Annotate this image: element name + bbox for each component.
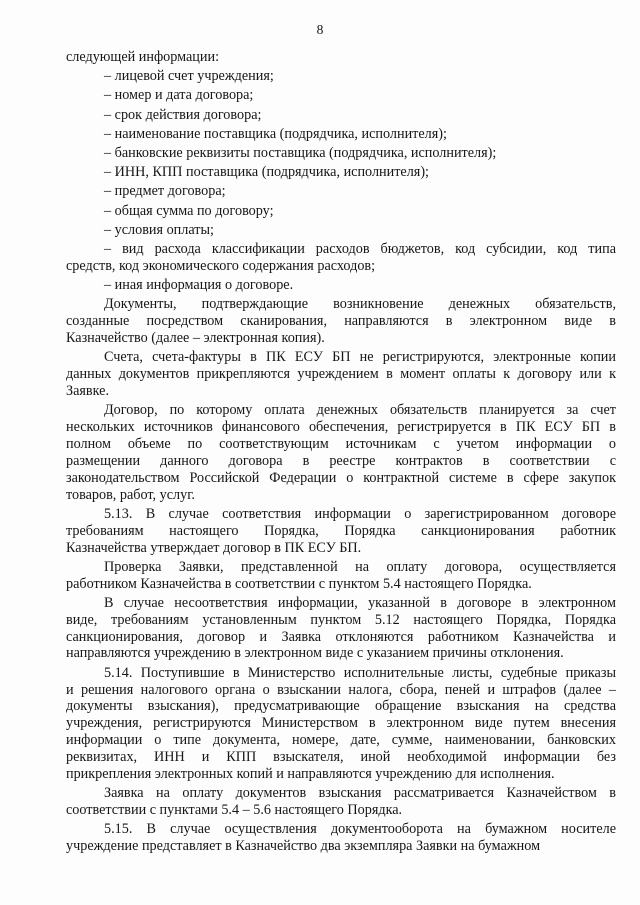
text-line: Договор, по которому оплата денежных обязательств планируется за счет [104,402,616,419]
list-item [66,183,616,200]
list-item [66,126,616,143]
list-item [66,277,616,294]
text-line: – ИНН, КПП поставщика (подрядчика, исполнителя); [104,164,429,181]
text-line: 5.13. В случае соответствия информации о зарегистрированном договоре [104,505,616,522]
text-line: 5.14. Поступившие в Министерство исполнительные листы, судебные приказы [104,664,616,681]
text-line: работником Казначейства в соответствии с пунктом 5.4 настоящего Порядка. [66,575,532,592]
text-line: – банковские реквизиты поставщика (подрядчика, исполнителя); [104,144,497,161]
text-line: нескольких источников финансового обеспечения, регистрируется в ПК ЕСУ БП в [66,418,616,435]
paragraph [66,785,616,819]
text-line: – предмет договора; [104,183,226,200]
list-item [66,222,616,239]
paragraph [66,49,616,66]
document-body [66,49,616,857]
text-line: – условия оплаты; [104,221,214,238]
text-line: следующей информации: [66,49,220,65]
text-line: учреждение представляет в Казначейство два экземпляра Заявки на бумажном [66,838,541,855]
text-line: соответствии с пунктами 5.4 – 5.6 настоящего Порядка. [66,802,403,819]
text-line: 5.15. В случае осуществления документооборота на бумажном носителе [104,821,616,838]
page-number: 8 [316,22,324,37]
text-line: учреждения, регистрируются Министерством в электронном виде путем внесения [66,715,616,732]
text-line: и решения налогового органа о взыскании налога, сбора, пеней и штрафов (далее – [66,681,616,698]
text-line: – номер и дата договора; [104,87,254,104]
text-line: направляются учреждению в электронном виде с указанием причины отклонения. [66,645,564,662]
list-item [66,145,616,162]
text-line: реквизитах, ИНН и КПП взыскателя, иной необходимой информации без [66,749,616,766]
paragraph [66,241,616,275]
text-line: санкционирования, договор и Заявка отклоняются работником Казначейства и [66,628,616,645]
paragraph [66,296,616,347]
text-line: Проверка Заявки, представленной на оплату договора, осуществляется [104,558,616,575]
text-line: созданные посредством сканирования, направляются в электронном виде в [66,313,616,330]
text-line: Заявка на оплату документов взыскания рассматривается Казначейством в [104,785,616,802]
text-line: – иная информация о договоре. [104,276,294,293]
list-item [66,68,616,85]
text-line: товаров, работ, услуг. [66,486,195,503]
text-line: данных документов прикрепляются учреждением в момент оплаты к договору или к [66,366,616,382]
paragraph [66,595,616,663]
text-line: – лицевой счет учреждения; [104,68,274,85]
list-item [66,107,616,124]
text-line: – наименование поставщика (подрядчика, исполнителя); [104,125,447,142]
list-item [66,87,616,104]
text-line: Казначейство (далее – электронная копия). [66,329,325,346]
text-line: – срок действия договора; [104,106,262,123]
text-line: информации о типе документа, номере, дате, сумме, наименовании, банковских [66,732,616,749]
text-line: размещении данного договора в реестре контрактов в соответствии с [66,452,616,469]
paragraph [66,402,616,503]
paragraph [66,506,616,557]
text-line: полном объеме по соответствующим источникам с учетом информации о [66,435,616,452]
list-item [66,203,616,220]
paragraph [66,349,616,400]
list-item [66,164,616,181]
text-line: Заявке. [66,382,110,399]
text-line: законодательством Российской Федерации о контрактной системе в сфере закупок [66,469,616,486]
text-line: прикрепления электронных копий и направляются учреждению для исполнения. [66,765,555,782]
text-line: Казначейства утверждает договор в ПК ЕСУ БП. [66,539,362,556]
text-line: требованиям настоящего Порядка, Порядка санкционирования работник [66,522,616,539]
text-line: виде, требованиям установленным пунктом 5.12 настоящего Порядка, Порядка [66,611,616,628]
text-line: Счета, счета-фактуры в ПК ЕСУ БП не регистрируются, электронные копии [104,349,616,366]
text-line: – вид расхода классификации расходов бюджетов, код субсидии, код типа [104,240,616,257]
text-line: средств, код экономического содержания расходов; [66,257,376,274]
paragraph [66,821,616,855]
paragraph [66,665,616,783]
paragraph [66,559,616,593]
text-line: В случае несоответствия информации, указанной в договоре в электронном [104,594,616,611]
text-line: – общая сумма по договору; [104,202,274,219]
text-line: документы взыскания), предусматривающие обращение взыскания на средства [66,698,616,715]
text-line: Документы, подтверждающие возникновение денежных обязательств, [104,296,616,313]
